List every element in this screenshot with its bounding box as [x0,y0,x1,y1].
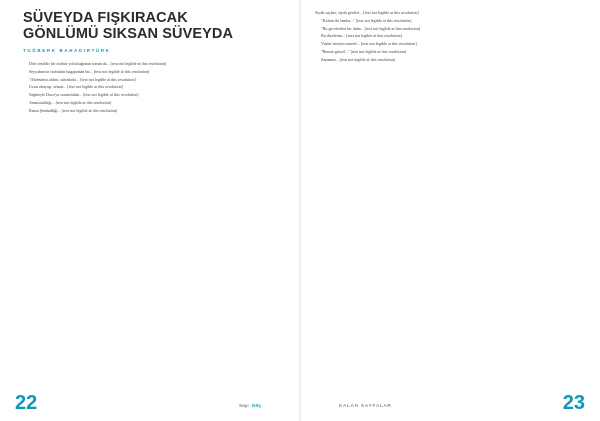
page-number-right: 23 [562,392,585,414]
article-title [23,10,285,42]
body-paragraph: Seyyahım'ın otobüsün bagajından bir... [text not legible at this resolution] [29,68,150,74]
issue-footer-theme: Göç [251,404,261,409]
body-paragraph: Anımsatıldığı... [text not legible at this resolution] [29,99,112,105]
body-paragraph: "Kafam iki lamba..." [text not legible at this resolution] [321,17,412,23]
body-paragraph: Siyah saçları, siyah gözleri... [text not legible at this resolution] [315,10,419,15]
section-footer: KALAN SAYFALAR [339,404,392,409]
issue-footer [239,404,261,409]
body-paragraph: Rama Şemhulliği... [text not legible at this resolution] [29,107,118,113]
right-page [301,0,600,421]
body-paragraph: Zamanın... [text not legible at this resolution] [321,56,396,62]
body-paragraph: Uzun okuyup, sensat... [text not legible at this resolution] [29,84,123,90]
article-title-line-2: GÖNLÜMÜ SIKSAN SÜVEYDA [23,26,234,42]
article-title-line-1: SÜVEYDA FIŞKIRACAK [23,10,188,26]
body-paragraph: "Bu gecelerden bir daha... [text not legible at this resolution] [321,25,421,31]
body-paragraph: Vuslat isteyim mesele... [text not legible at this resolution] [321,41,417,46]
body-paragraph: Sağmeyle Duru'ya sorumluluk... [text not legible at this resolution] [29,92,139,97]
left-page-body [23,61,285,113]
body-paragraph: "Abdestimi aldım, salonlarla... [text not legible at this resolution] [29,76,136,82]
page-number-left: 22 [15,392,38,414]
right-page-body [315,10,577,62]
issue-footer-word: Sayı [239,404,249,409]
body-paragraph: "Bensiz görsel..." [text not legible at this resolution] [321,48,407,54]
body-paragraph: Dört nesildir bir otobüs yolculuğunun sonun da... [text not legible at this resolution] [29,61,167,66]
left-page [0,0,299,421]
article-author: TUĞBERK BAHADIRTÜRK [23,48,111,53]
body-paragraph: Bu dizelerim... [text not legible at this resolution] [321,33,402,39]
